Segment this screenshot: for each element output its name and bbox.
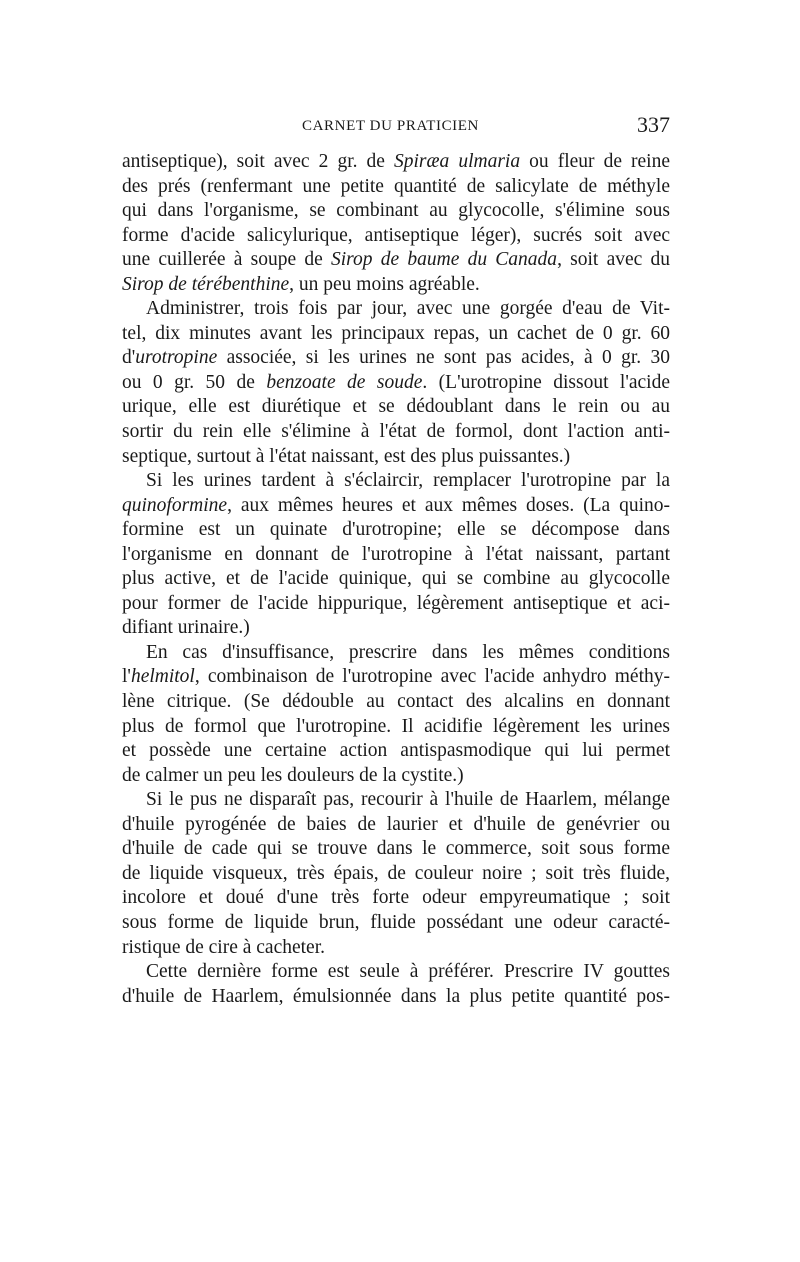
italic-term: Sirop de térébenthine xyxy=(122,273,290,295)
text-line: l'organisme en donnant de l'urotropine à l'état naissant, partant xyxy=(122,543,670,565)
text-line: quinoformine, aux mêmes heures et aux mêmes doses. (La quino- xyxy=(122,494,670,516)
text-line: Si les urines tardent à s'éclaircir, remplacer l'urotropine par la xyxy=(146,470,670,492)
text-line: et possède une certaine action antispasmodique qui lui permet xyxy=(122,740,670,762)
text-line: urique, elle est diurétique et se dédoublant dans le rein ou au xyxy=(122,396,670,418)
page-header xyxy=(122,112,670,142)
text-line: tel, dix minutes avant les principaux repas, un cachet de 0 gr. 60 xyxy=(122,322,670,344)
page-number: 337 xyxy=(637,112,670,137)
text-line: une cuillerée à soupe de Sirop de baume du Canada, soit avec du xyxy=(122,249,671,271)
text-line: septique, surtout à l'état naissant, est des plus puissantes.) xyxy=(122,445,571,467)
text-line: d'urotropine associée, si les urines ne sont pas acides, à 0 gr. 30 xyxy=(122,347,670,369)
italic-term: Sirop de baume du Canada xyxy=(330,249,558,271)
text-line: de calmer un peu les douleurs de la cystite.) xyxy=(122,764,464,786)
text-line: d'huile pyrogénée de baies de laurier et d'huile de genévrier ou xyxy=(122,813,670,835)
text-line: des prés (renfermant une petite quantité de salicylate de méthyle xyxy=(122,175,670,197)
text-line: Cette dernière forme est seule à préférer. Prescrire IV gouttes xyxy=(146,961,670,983)
text-line: ou 0 gr. 50 de benzoate de soude. (L'urotropine dissout l'acide xyxy=(122,371,670,393)
text-line: En cas d'insuffisance, prescrire dans les mêmes conditions xyxy=(146,641,670,663)
italic-term: helmitol xyxy=(130,666,195,688)
text-line: plus active, et de l'acide quinique, qui se combine au glycocolle xyxy=(122,568,670,590)
italic-term: urotropine xyxy=(135,347,218,369)
text-line: formine est un quinate d'urotropine; elle se décompose dans xyxy=(122,519,670,541)
text-line: ristique de cire à cacheter. xyxy=(122,936,326,958)
text-line: difiant urinaire.) xyxy=(122,617,250,639)
italic-term: quinoformine xyxy=(122,494,228,516)
text-line: sous forme de liquide brun, fluide possédant une odeur caracté- xyxy=(122,911,670,933)
text-line: Sirop de térébenthine, un peu moins agréable. xyxy=(122,273,480,295)
text-line: de liquide visqueux, très épais, de couleur noire ; soit très fluide, xyxy=(122,862,670,884)
text-line: pour former de l'acide hippurique, légèrement antiseptique et aci- xyxy=(122,592,670,614)
text-line: Administrer, trois fois par jour, avec une gorgée d'eau de Vit- xyxy=(146,298,670,320)
text-line: l'helmitol, combinaison de l'urotropine avec l'acide anhydro méthy- xyxy=(122,666,670,688)
italic-term: Spiræa ulmaria xyxy=(394,151,521,172)
text-line: Si le pus ne disparaît pas, recourir à l'huile de Haarlem, mélange xyxy=(146,789,670,811)
running-title: CARNET DU PRATICIEN xyxy=(302,118,479,134)
text-line: sortir du rein elle s'élimine à l'état de formol, dont l'action anti- xyxy=(122,421,670,443)
text-line: lène citrique. (Se dédouble au contact des alcalins en donnant xyxy=(122,691,670,713)
text-line: d'huile de Haarlem, émulsionnée dans la plus petite quantité pos- xyxy=(122,985,670,1007)
text-line: incolore et doué d'une très forte odeur empyreumatique ; soit xyxy=(122,887,670,909)
body-text xyxy=(122,150,670,1009)
text-line: antiseptique), soit avec 2 gr. de Spiræa ulmaria ou fleur de reine xyxy=(122,151,670,172)
text-line: d'huile de cade qui se trouve dans le commerce, soit sous forme xyxy=(122,838,670,860)
text-line: qui dans l'organisme, se combinant au glycocolle, s'élimine sous xyxy=(122,200,670,222)
italic-term: benzoate de soude xyxy=(266,371,423,393)
text-line: plus de formol que l'urotropine. Il acidifie légèrement les urines xyxy=(122,715,670,737)
text-line: forme d'acide salicylurique, antiseptique léger), sucrés soit avec xyxy=(122,224,670,246)
